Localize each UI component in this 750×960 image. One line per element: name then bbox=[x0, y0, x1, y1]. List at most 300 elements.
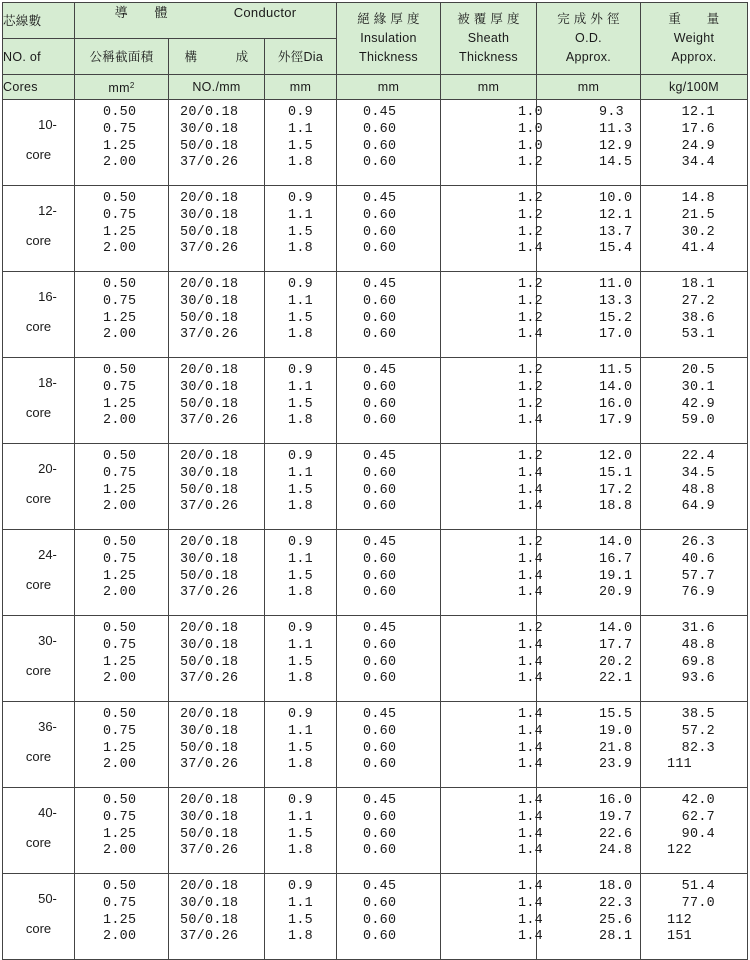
insulation-header bbox=[337, 3, 441, 75]
area-cell bbox=[75, 186, 169, 272]
area-value: 0.75 bbox=[103, 809, 137, 825]
od-value: 17.7 bbox=[599, 637, 633, 653]
area-value: 2.00 bbox=[103, 413, 137, 429]
weight-value: 90.4 bbox=[681, 826, 715, 842]
construction-cell bbox=[169, 272, 265, 358]
construction-cell bbox=[169, 788, 265, 874]
area-cell bbox=[75, 788, 169, 874]
area-value: 1.25 bbox=[103, 224, 137, 240]
cores-header-zh: 芯線數 bbox=[3, 3, 75, 39]
sheath-value: 1.4 bbox=[518, 413, 544, 429]
area-value: 0.75 bbox=[103, 207, 137, 223]
construction-value: 37/0.26 bbox=[180, 929, 239, 945]
weight-value: 42.0 bbox=[681, 793, 715, 808]
cores-count: 40- bbox=[38, 805, 57, 820]
weight-value: 30.1 bbox=[681, 379, 715, 395]
table-row bbox=[3, 702, 748, 788]
insulation-value: 0.45 bbox=[363, 277, 397, 292]
insulation-value: 0.60 bbox=[363, 310, 397, 326]
construction-value: 37/0.26 bbox=[180, 241, 239, 257]
construction-cell bbox=[169, 100, 265, 186]
weight-value: 18.1 bbox=[681, 277, 715, 292]
construction-value: 30/0.18 bbox=[180, 637, 239, 653]
od-cell bbox=[537, 186, 641, 272]
insulation-cell bbox=[337, 616, 441, 702]
weight-value: 42.9 bbox=[681, 396, 715, 412]
construction-value: 20/0.18 bbox=[180, 879, 239, 894]
area-value: 0.50 bbox=[103, 621, 137, 636]
insulation-value: 0.60 bbox=[363, 895, 397, 911]
weight-value: 41.4 bbox=[681, 241, 715, 257]
sheath-value: 1.2 bbox=[518, 396, 544, 412]
area-value: 2.00 bbox=[103, 327, 137, 343]
sheath-value: 1.4 bbox=[518, 482, 544, 498]
sheath-value: 1.4 bbox=[518, 327, 544, 343]
dia-value: 1.1 bbox=[288, 809, 314, 825]
weight-cell bbox=[641, 186, 748, 272]
area-cell bbox=[75, 358, 169, 444]
table-row bbox=[3, 874, 748, 960]
od-header-en1: O.D. bbox=[575, 31, 602, 45]
od-value: 24.8 bbox=[599, 843, 633, 859]
insulation-cell bbox=[337, 530, 441, 616]
insulation-cell bbox=[337, 272, 441, 358]
dia-value: 0.9 bbox=[288, 105, 314, 120]
construction-value: 50/0.18 bbox=[180, 482, 239, 498]
area-value: 0.75 bbox=[103, 379, 137, 395]
area-value: 1.25 bbox=[103, 138, 137, 154]
sheath-value: 1.2 bbox=[518, 535, 544, 550]
area-value: 2.00 bbox=[103, 499, 137, 515]
dia-value: 1.5 bbox=[288, 138, 314, 154]
sheath-unit: mm bbox=[441, 75, 537, 100]
conductor-header-zh: 導 體 bbox=[114, 5, 168, 20]
cores-cell bbox=[3, 272, 75, 358]
construction-value: 30/0.18 bbox=[180, 207, 239, 223]
sheath-value: 1.0 bbox=[518, 105, 544, 120]
insulation-cell bbox=[337, 702, 441, 788]
cores-cell bbox=[3, 616, 75, 702]
od-cell bbox=[537, 616, 641, 702]
cores-count: 24- bbox=[38, 547, 57, 562]
cores-count: 50- bbox=[38, 891, 57, 906]
area-value: 2.00 bbox=[103, 843, 137, 859]
insulation-value: 0.60 bbox=[363, 224, 397, 240]
sheath-value: 1.2 bbox=[518, 207, 544, 223]
weight-value: 69.8 bbox=[681, 654, 715, 670]
insulation-value: 0.60 bbox=[363, 379, 397, 395]
construction-value: 20/0.18 bbox=[180, 191, 239, 206]
cores-suffix: core bbox=[25, 233, 52, 248]
insulation-unit: mm bbox=[337, 75, 441, 100]
sheath-value: 1.4 bbox=[518, 707, 544, 722]
construction-value: 30/0.18 bbox=[180, 465, 239, 481]
area-value: 2.00 bbox=[103, 585, 137, 601]
od-cell bbox=[537, 100, 641, 186]
dia-value: 0.9 bbox=[288, 535, 314, 550]
cores-count: 20- bbox=[38, 461, 57, 476]
cores-suffix: core bbox=[25, 147, 52, 162]
od-cell bbox=[537, 874, 641, 960]
sheath-value: 1.4 bbox=[518, 912, 544, 928]
sheath-value: 1.4 bbox=[518, 757, 544, 773]
sheath-value: 1.0 bbox=[518, 121, 544, 137]
od-value: 18.8 bbox=[599, 499, 633, 515]
od-value: 18.0 bbox=[599, 879, 633, 894]
weight-value: 34.5 bbox=[681, 465, 715, 481]
insulation-value: 0.60 bbox=[363, 929, 397, 945]
sheath-value: 1.4 bbox=[518, 843, 544, 859]
insulation-value: 0.60 bbox=[363, 465, 397, 481]
insulation-cell bbox=[337, 358, 441, 444]
od-value: 11.5 bbox=[599, 363, 633, 378]
area-value: 2.00 bbox=[103, 241, 137, 257]
cores-cell bbox=[3, 358, 75, 444]
sheath-value: 1.4 bbox=[518, 929, 544, 945]
cores-cell bbox=[3, 530, 75, 616]
od-value: 22.6 bbox=[599, 826, 633, 842]
od-unit: mm bbox=[537, 75, 641, 100]
od-value: 14.5 bbox=[599, 155, 633, 171]
dia-value: 1.5 bbox=[288, 826, 314, 842]
od-value: 23.9 bbox=[599, 757, 633, 773]
dia-value: 1.5 bbox=[288, 224, 314, 240]
weight-header bbox=[641, 3, 748, 75]
construction-value: 30/0.18 bbox=[180, 293, 239, 309]
dia-cell bbox=[265, 100, 337, 186]
od-value: 15.2 bbox=[599, 310, 633, 326]
dia-cell bbox=[265, 530, 337, 616]
construction-value: 30/0.18 bbox=[180, 895, 239, 911]
area-value: 0.75 bbox=[103, 637, 137, 653]
units-row bbox=[3, 75, 748, 100]
od-value: 9.3 bbox=[599, 105, 625, 120]
od-cell bbox=[537, 358, 641, 444]
insulation-value: 0.60 bbox=[363, 551, 397, 567]
area-value: 1.25 bbox=[103, 482, 137, 498]
area-value: 1.25 bbox=[103, 568, 137, 584]
construction-cell bbox=[169, 702, 265, 788]
dia-value: 1.8 bbox=[288, 241, 314, 257]
cores-cell bbox=[3, 788, 75, 874]
insulation-header-zh: 絕 緣 厚 度 bbox=[357, 12, 420, 26]
area-value: 0.50 bbox=[103, 879, 137, 894]
dia-value: 1.8 bbox=[288, 155, 314, 171]
od-value: 11.3 bbox=[599, 121, 633, 137]
od-value: 17.0 bbox=[599, 327, 633, 343]
cores-suffix: core bbox=[25, 921, 52, 936]
sheath-value: 1.4 bbox=[518, 895, 544, 911]
spec-body bbox=[3, 100, 748, 960]
cores-suffix: core bbox=[25, 319, 52, 334]
insulation-value: 0.60 bbox=[363, 654, 397, 670]
weight-value: 111 bbox=[667, 757, 693, 773]
insulation-value: 0.60 bbox=[363, 809, 397, 825]
weight-value: 38.6 bbox=[681, 310, 715, 326]
weight-cell bbox=[641, 702, 748, 788]
cores-suffix: core bbox=[25, 835, 52, 850]
construction-cell bbox=[169, 444, 265, 530]
construction-value: 20/0.18 bbox=[180, 105, 239, 120]
weight-value: 59.0 bbox=[681, 413, 715, 429]
area-value: 1.25 bbox=[103, 826, 137, 842]
construction-cell bbox=[169, 530, 265, 616]
weight-cell bbox=[641, 272, 748, 358]
weight-value: 22.4 bbox=[681, 449, 715, 464]
insulation-header-en1: Insulation bbox=[360, 31, 417, 45]
area-value: 1.25 bbox=[103, 310, 137, 326]
sheath-value: 1.2 bbox=[518, 379, 544, 395]
cores-count: 30- bbox=[38, 633, 57, 648]
dia-value: 1.8 bbox=[288, 499, 314, 515]
insulation-value: 0.45 bbox=[363, 707, 397, 722]
area-value: 0.75 bbox=[103, 551, 137, 567]
dia-value: 1.8 bbox=[288, 929, 314, 945]
dia-value: 1.8 bbox=[288, 843, 314, 859]
dia-cell bbox=[265, 444, 337, 530]
sheath-header-zh: 被 覆 厚 度 bbox=[457, 12, 520, 26]
od-cell bbox=[537, 788, 641, 874]
weight-value: 20.5 bbox=[681, 363, 715, 378]
sheath-value: 1.4 bbox=[518, 585, 544, 601]
weight-value: 77.0 bbox=[681, 895, 715, 911]
area-value: 2.00 bbox=[103, 671, 137, 687]
construction-cell bbox=[169, 186, 265, 272]
area-value: 2.00 bbox=[103, 757, 137, 773]
dia-value: 1.5 bbox=[288, 310, 314, 326]
insulation-value: 0.60 bbox=[363, 207, 397, 223]
sheath-value: 1.4 bbox=[518, 654, 544, 670]
weight-cell bbox=[641, 530, 748, 616]
insulation-cell bbox=[337, 444, 441, 530]
insulation-value: 0.60 bbox=[363, 568, 397, 584]
cores-count: 36- bbox=[38, 719, 57, 734]
weight-value: 57.7 bbox=[681, 568, 715, 584]
weight-value: 151 bbox=[667, 929, 693, 945]
construction-cell bbox=[169, 616, 265, 702]
dia-value: 1.5 bbox=[288, 482, 314, 498]
dia-value: 0.9 bbox=[288, 707, 314, 722]
dia-value: 1.1 bbox=[288, 121, 314, 137]
sheath-cell bbox=[441, 616, 544, 702]
dia-value: 1.5 bbox=[288, 396, 314, 412]
dia-value: 1.1 bbox=[288, 379, 314, 395]
sheath-value: 1.4 bbox=[518, 499, 544, 515]
sheath-value: 1.2 bbox=[518, 363, 544, 378]
cores-count: 10- bbox=[38, 117, 57, 132]
construction-value: 20/0.18 bbox=[180, 363, 239, 378]
dia-value: 1.5 bbox=[288, 740, 314, 756]
weight-value: 93.6 bbox=[681, 671, 715, 687]
cores-suffix: core bbox=[25, 663, 52, 678]
cable-spec-table bbox=[2, 2, 748, 960]
cores-header-en1: NO. of bbox=[3, 39, 75, 75]
table-row bbox=[3, 616, 748, 702]
insulation-value: 0.60 bbox=[363, 912, 397, 928]
cores-cell bbox=[3, 444, 75, 530]
sheath-value: 1.4 bbox=[518, 551, 544, 567]
sheath-value: 1.2 bbox=[518, 191, 544, 206]
area-cell bbox=[75, 272, 169, 358]
construction-header-zh: 構 成 bbox=[169, 39, 265, 75]
insulation-value: 0.60 bbox=[363, 671, 397, 687]
dia-value: 1.5 bbox=[288, 654, 314, 670]
construction-value: 50/0.18 bbox=[180, 912, 239, 928]
od-value: 15.4 bbox=[599, 241, 633, 257]
insulation-value: 0.45 bbox=[363, 793, 397, 808]
dia-value: 1.8 bbox=[288, 327, 314, 343]
cores-cell bbox=[3, 100, 75, 186]
weight-value: 38.5 bbox=[681, 707, 715, 722]
insulation-cell bbox=[337, 874, 441, 960]
od-value: 10.0 bbox=[599, 191, 633, 206]
insulation-value: 0.45 bbox=[363, 621, 397, 636]
weight-value: 48.8 bbox=[681, 482, 715, 498]
sheath-value: 1.0 bbox=[518, 138, 544, 154]
sheath-cell bbox=[441, 358, 544, 444]
sheath-cell bbox=[441, 444, 544, 530]
weight-value: 14.8 bbox=[681, 191, 715, 206]
od-value: 13.3 bbox=[599, 293, 633, 309]
dia-value: 1.8 bbox=[288, 413, 314, 429]
weight-value: 26.3 bbox=[681, 535, 715, 550]
sheath-header bbox=[441, 3, 537, 75]
area-value: 0.75 bbox=[103, 293, 137, 309]
cores-header-en2: Cores bbox=[3, 75, 75, 100]
area-value: 0.50 bbox=[103, 707, 137, 722]
construction-value: 20/0.18 bbox=[180, 621, 239, 636]
insulation-value: 0.45 bbox=[363, 105, 397, 120]
sheath-value: 1.2 bbox=[518, 293, 544, 309]
weight-value: 122 bbox=[667, 843, 693, 859]
sheath-value: 1.4 bbox=[518, 723, 544, 739]
insulation-cell bbox=[337, 100, 441, 186]
od-value: 20.9 bbox=[599, 585, 633, 601]
construction-value: 30/0.18 bbox=[180, 379, 239, 395]
sheath-value: 1.4 bbox=[518, 568, 544, 584]
area-unit-sup: 2 bbox=[129, 81, 135, 90]
od-value: 16.0 bbox=[599, 396, 633, 412]
sheath-cell bbox=[441, 186, 544, 272]
construction-value: 37/0.26 bbox=[180, 499, 239, 515]
construction-cell bbox=[169, 874, 265, 960]
insulation-value: 0.45 bbox=[363, 535, 397, 550]
insulation-header-en2: Thickness bbox=[359, 50, 418, 64]
insulation-value: 0.60 bbox=[363, 585, 397, 601]
conductor-header-en: Conductor bbox=[233, 5, 297, 20]
weight-value: 82.3 bbox=[681, 740, 715, 756]
area-value: 1.25 bbox=[103, 912, 137, 928]
sheath-value: 1.4 bbox=[518, 879, 544, 894]
dia-value: 0.9 bbox=[288, 449, 314, 464]
sheath-header-en1: Sheath bbox=[467, 31, 510, 45]
sheath-value: 1.4 bbox=[518, 241, 544, 257]
construction-value: 20/0.18 bbox=[180, 277, 239, 292]
sheath-value: 1.2 bbox=[518, 621, 544, 636]
sheath-value: 1.4 bbox=[518, 637, 544, 653]
dia-cell bbox=[265, 874, 337, 960]
od-value: 14.0 bbox=[599, 379, 633, 395]
sheath-value: 1.2 bbox=[518, 310, 544, 326]
construction-cell bbox=[169, 358, 265, 444]
weight-cell bbox=[641, 874, 748, 960]
od-value: 11.0 bbox=[599, 277, 633, 292]
od-cell bbox=[537, 530, 641, 616]
weight-value: 57.2 bbox=[681, 723, 715, 739]
insulation-value: 0.60 bbox=[363, 499, 397, 515]
weight-cell bbox=[641, 616, 748, 702]
dia-value: 1.1 bbox=[288, 551, 314, 567]
construction-value: 50/0.18 bbox=[180, 396, 239, 412]
sheath-value: 1.4 bbox=[518, 826, 544, 842]
area-value: 1.25 bbox=[103, 740, 137, 756]
weight-header-en2: Approx. bbox=[671, 50, 717, 64]
sheath-value: 1.4 bbox=[518, 740, 544, 756]
construction-value: 30/0.18 bbox=[180, 809, 239, 825]
area-cell bbox=[75, 444, 169, 530]
insulation-value: 0.60 bbox=[363, 241, 397, 257]
area-value: 0.50 bbox=[103, 277, 137, 292]
od-value: 25.6 bbox=[599, 912, 633, 928]
od-cell bbox=[537, 272, 641, 358]
weight-cell bbox=[641, 444, 748, 530]
conductor-header bbox=[75, 3, 337, 39]
dia-value: 1.1 bbox=[288, 293, 314, 309]
insulation-value: 0.60 bbox=[363, 843, 397, 859]
dia-cell bbox=[265, 358, 337, 444]
construction-value: 30/0.18 bbox=[180, 723, 239, 739]
table-row bbox=[3, 444, 748, 530]
weight-value: 27.2 bbox=[681, 293, 715, 309]
od-value: 14.0 bbox=[599, 535, 633, 550]
dia-value: 0.9 bbox=[288, 277, 314, 292]
construction-value: 50/0.18 bbox=[180, 740, 239, 756]
construction-value: 50/0.18 bbox=[180, 826, 239, 842]
od-value: 19.1 bbox=[599, 568, 633, 584]
construction-value: 37/0.26 bbox=[180, 757, 239, 773]
dia-value: 0.9 bbox=[288, 793, 314, 808]
dia-value: 0.9 bbox=[288, 191, 314, 206]
dia-cell bbox=[265, 272, 337, 358]
weight-value: 34.4 bbox=[681, 155, 715, 171]
insulation-value: 0.60 bbox=[363, 396, 397, 412]
dia-value: 0.9 bbox=[288, 879, 314, 894]
sheath-value: 1.4 bbox=[518, 793, 544, 808]
area-value: 0.75 bbox=[103, 895, 137, 911]
dia-value: 0.9 bbox=[288, 621, 314, 636]
od-value: 12.0 bbox=[599, 449, 633, 464]
weight-value: 112 bbox=[667, 912, 693, 928]
weight-value: 21.5 bbox=[681, 207, 715, 223]
area-value: 0.50 bbox=[103, 191, 137, 206]
dia-value: 1.1 bbox=[288, 207, 314, 223]
weight-value: 40.6 bbox=[681, 551, 715, 567]
od-value: 21.8 bbox=[599, 740, 633, 756]
construction-value: 30/0.18 bbox=[180, 121, 239, 137]
area-value: 0.50 bbox=[103, 793, 137, 808]
od-value: 19.0 bbox=[599, 723, 633, 739]
insulation-value: 0.60 bbox=[363, 757, 397, 773]
weight-value: 48.8 bbox=[681, 637, 715, 653]
cores-cell bbox=[3, 186, 75, 272]
insulation-value: 0.60 bbox=[363, 121, 397, 137]
sheath-cell bbox=[441, 788, 544, 874]
area-value: 0.50 bbox=[103, 449, 137, 464]
od-value: 17.2 bbox=[599, 482, 633, 498]
construction-value: 37/0.26 bbox=[180, 155, 239, 171]
od-value: 15.5 bbox=[599, 707, 633, 722]
dia-value: 1.8 bbox=[288, 585, 314, 601]
